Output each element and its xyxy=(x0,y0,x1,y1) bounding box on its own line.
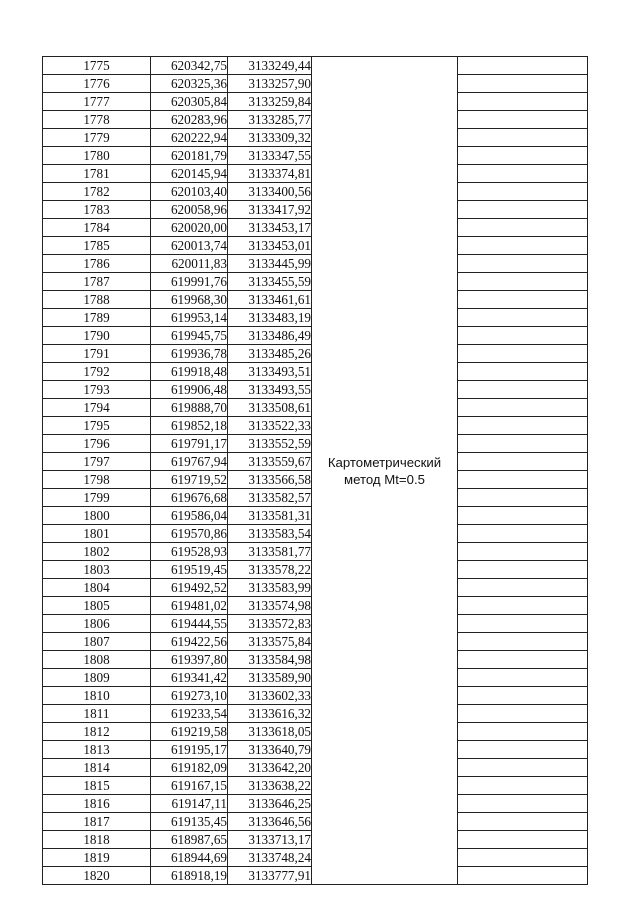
y-coordinate-cell: 3133582,57 xyxy=(228,489,312,507)
empty-cell xyxy=(458,399,588,417)
point-number-cell: 1775 xyxy=(43,57,151,75)
y-coordinate-cell: 3133642,20 xyxy=(228,759,312,777)
point-number-cell: 1792 xyxy=(43,363,151,381)
y-coordinate-cell: 3133374,81 xyxy=(228,165,312,183)
y-coordinate-cell: 3133508,61 xyxy=(228,399,312,417)
x-coordinate-cell: 619444,55 xyxy=(151,615,228,633)
x-coordinate-cell: 619519,45 xyxy=(151,561,228,579)
x-coordinate-cell: 619968,30 xyxy=(151,291,228,309)
point-number-cell: 1782 xyxy=(43,183,151,201)
empty-cell xyxy=(458,93,588,111)
x-coordinate-cell: 618987,65 xyxy=(151,831,228,849)
point-number-cell: 1811 xyxy=(43,705,151,723)
y-coordinate-cell: 3133574,98 xyxy=(228,597,312,615)
point-number-cell: 1793 xyxy=(43,381,151,399)
empty-cell xyxy=(458,417,588,435)
empty-cell xyxy=(458,705,588,723)
empty-cell xyxy=(458,75,588,93)
empty-cell xyxy=(458,255,588,273)
point-number-cell: 1789 xyxy=(43,309,151,327)
x-coordinate-cell: 619888,70 xyxy=(151,399,228,417)
point-number-cell: 1815 xyxy=(43,777,151,795)
x-coordinate-cell: 619182,09 xyxy=(151,759,228,777)
point-number-cell: 1783 xyxy=(43,201,151,219)
y-coordinate-cell: 3133453,01 xyxy=(228,237,312,255)
empty-cell xyxy=(458,795,588,813)
y-coordinate-cell: 3133493,55 xyxy=(228,381,312,399)
y-coordinate-cell: 3133257,90 xyxy=(228,75,312,93)
empty-cell xyxy=(458,669,588,687)
empty-cell xyxy=(458,273,588,291)
y-coordinate-cell: 3133581,31 xyxy=(228,507,312,525)
empty-cell xyxy=(458,597,588,615)
point-number-cell: 1777 xyxy=(43,93,151,111)
empty-cell xyxy=(458,201,588,219)
y-coordinate-cell: 3133486,49 xyxy=(228,327,312,345)
y-coordinate-cell: 3133453,17 xyxy=(228,219,312,237)
empty-cell xyxy=(458,57,588,75)
x-coordinate-cell: 620103,40 xyxy=(151,183,228,201)
y-coordinate-cell: 3133646,25 xyxy=(228,795,312,813)
point-number-cell: 1814 xyxy=(43,759,151,777)
x-coordinate-cell: 619233,54 xyxy=(151,705,228,723)
point-number-cell: 1805 xyxy=(43,597,151,615)
y-coordinate-cell: 3133581,77 xyxy=(228,543,312,561)
x-coordinate-cell: 620020,00 xyxy=(151,219,228,237)
x-coordinate-cell: 619852,18 xyxy=(151,417,228,435)
empty-cell xyxy=(458,147,588,165)
y-coordinate-cell: 3133259,84 xyxy=(228,93,312,111)
empty-cell xyxy=(458,741,588,759)
empty-cell xyxy=(458,363,588,381)
point-number-cell: 1804 xyxy=(43,579,151,597)
y-coordinate-cell: 3133578,22 xyxy=(228,561,312,579)
x-coordinate-cell: 619492,52 xyxy=(151,579,228,597)
point-number-cell: 1776 xyxy=(43,75,151,93)
empty-cell xyxy=(458,579,588,597)
y-coordinate-cell: 3133646,56 xyxy=(228,813,312,831)
empty-cell xyxy=(458,219,588,237)
empty-cell xyxy=(458,525,588,543)
point-number-cell: 1810 xyxy=(43,687,151,705)
x-coordinate-cell: 620145,94 xyxy=(151,165,228,183)
y-coordinate-cell: 3133249,44 xyxy=(228,57,312,75)
point-number-cell: 1781 xyxy=(43,165,151,183)
empty-cell xyxy=(458,831,588,849)
x-coordinate-cell: 619767,94 xyxy=(151,453,228,471)
y-coordinate-cell: 3133559,67 xyxy=(228,453,312,471)
x-coordinate-cell: 620181,79 xyxy=(151,147,228,165)
y-coordinate-cell: 3133309,32 xyxy=(228,129,312,147)
point-number-cell: 1813 xyxy=(43,741,151,759)
x-coordinate-cell: 619135,45 xyxy=(151,813,228,831)
x-coordinate-cell: 619273,10 xyxy=(151,687,228,705)
x-coordinate-cell: 620305,84 xyxy=(151,93,228,111)
point-number-cell: 1788 xyxy=(43,291,151,309)
x-coordinate-cell: 620058,96 xyxy=(151,201,228,219)
x-coordinate-cell: 620011,83 xyxy=(151,255,228,273)
y-coordinate-cell: 3133483,19 xyxy=(228,309,312,327)
point-number-cell: 1816 xyxy=(43,795,151,813)
y-coordinate-cell: 3133777,91 xyxy=(228,867,312,885)
point-number-cell: 1817 xyxy=(43,813,151,831)
method-line-2: метод Mt=0.5 xyxy=(344,471,425,487)
y-coordinate-cell: 3133583,99 xyxy=(228,579,312,597)
x-coordinate-cell: 619147,11 xyxy=(151,795,228,813)
y-coordinate-cell: 3133618,05 xyxy=(228,723,312,741)
y-coordinate-cell: 3133583,54 xyxy=(228,525,312,543)
x-coordinate-cell: 619528,93 xyxy=(151,543,228,561)
y-coordinate-cell: 3133589,90 xyxy=(228,669,312,687)
empty-cell xyxy=(458,345,588,363)
point-number-cell: 1778 xyxy=(43,111,151,129)
point-number-cell: 1802 xyxy=(43,543,151,561)
x-coordinate-cell: 619918,48 xyxy=(151,363,228,381)
y-coordinate-cell: 3133640,79 xyxy=(228,741,312,759)
point-number-cell: 1784 xyxy=(43,219,151,237)
empty-cell xyxy=(458,759,588,777)
point-number-cell: 1808 xyxy=(43,651,151,669)
coordinates-table xyxy=(42,56,588,885)
coordinates-sheet xyxy=(42,56,587,885)
empty-cell xyxy=(458,471,588,489)
y-coordinate-cell: 3133417,92 xyxy=(228,201,312,219)
x-coordinate-cell: 619397,80 xyxy=(151,651,228,669)
x-coordinate-cell: 619991,76 xyxy=(151,273,228,291)
x-coordinate-cell: 619167,15 xyxy=(151,777,228,795)
y-coordinate-cell: 3133566,58 xyxy=(228,471,312,489)
y-coordinate-cell: 3133572,83 xyxy=(228,615,312,633)
y-coordinate-cell: 3133602,33 xyxy=(228,687,312,705)
x-coordinate-cell: 619719,52 xyxy=(151,471,228,489)
point-number-cell: 1780 xyxy=(43,147,151,165)
x-coordinate-cell: 619953,14 xyxy=(151,309,228,327)
point-number-cell: 1801 xyxy=(43,525,151,543)
y-coordinate-cell: 3133575,84 xyxy=(228,633,312,651)
empty-cell xyxy=(458,453,588,471)
point-number-cell: 1798 xyxy=(43,471,151,489)
empty-cell xyxy=(458,867,588,885)
x-coordinate-cell: 619481,02 xyxy=(151,597,228,615)
x-coordinate-cell: 619936,78 xyxy=(151,345,228,363)
empty-cell xyxy=(458,813,588,831)
x-coordinate-cell: 619219,58 xyxy=(151,723,228,741)
y-coordinate-cell: 3133616,32 xyxy=(228,705,312,723)
y-coordinate-cell: 3133584,98 xyxy=(228,651,312,669)
point-number-cell: 1818 xyxy=(43,831,151,849)
x-coordinate-cell: 619570,86 xyxy=(151,525,228,543)
x-coordinate-cell: 620342,75 xyxy=(151,57,228,75)
empty-cell xyxy=(458,489,588,507)
point-number-cell: 1820 xyxy=(43,867,151,885)
table-row xyxy=(43,57,588,75)
x-coordinate-cell: 619422,56 xyxy=(151,633,228,651)
point-number-cell: 1799 xyxy=(43,489,151,507)
empty-cell xyxy=(458,651,588,669)
point-number-cell: 1819 xyxy=(43,849,151,867)
x-coordinate-cell: 619341,42 xyxy=(151,669,228,687)
y-coordinate-cell: 3133485,26 xyxy=(228,345,312,363)
empty-cell xyxy=(458,561,588,579)
x-coordinate-cell: 620283,96 xyxy=(151,111,228,129)
empty-cell xyxy=(458,777,588,795)
point-number-cell: 1779 xyxy=(43,129,151,147)
point-number-cell: 1809 xyxy=(43,669,151,687)
point-number-cell: 1812 xyxy=(43,723,151,741)
y-coordinate-cell: 3133552,59 xyxy=(228,435,312,453)
point-number-cell: 1807 xyxy=(43,633,151,651)
empty-cell xyxy=(458,165,588,183)
x-coordinate-cell: 618918,19 xyxy=(151,867,228,885)
x-coordinate-cell: 620325,36 xyxy=(151,75,228,93)
y-coordinate-cell: 3133285,77 xyxy=(228,111,312,129)
empty-cell xyxy=(458,543,588,561)
point-number-cell: 1797 xyxy=(43,453,151,471)
empty-cell xyxy=(458,507,588,525)
point-number-cell: 1803 xyxy=(43,561,151,579)
empty-cell xyxy=(458,309,588,327)
point-number-cell: 1806 xyxy=(43,615,151,633)
x-coordinate-cell: 619906,48 xyxy=(151,381,228,399)
point-number-cell: 1794 xyxy=(43,399,151,417)
empty-cell xyxy=(458,687,588,705)
point-number-cell: 1786 xyxy=(43,255,151,273)
empty-cell xyxy=(458,633,588,651)
point-number-cell: 1785 xyxy=(43,237,151,255)
empty-cell xyxy=(458,291,588,309)
y-coordinate-cell: 3133445,99 xyxy=(228,255,312,273)
x-coordinate-cell: 619195,17 xyxy=(151,741,228,759)
point-number-cell: 1796 xyxy=(43,435,151,453)
empty-cell xyxy=(458,615,588,633)
method-line-1: Картометрический xyxy=(327,454,442,470)
y-coordinate-cell: 3133713,17 xyxy=(228,831,312,849)
empty-cell xyxy=(458,327,588,345)
empty-cell xyxy=(458,237,588,255)
point-number-cell: 1791 xyxy=(43,345,151,363)
method-cell xyxy=(312,57,458,885)
x-coordinate-cell: 620013,74 xyxy=(151,237,228,255)
x-coordinate-cell: 618944,69 xyxy=(151,849,228,867)
empty-cell xyxy=(458,183,588,201)
empty-cell xyxy=(458,435,588,453)
y-coordinate-cell: 3133493,51 xyxy=(228,363,312,381)
y-coordinate-cell: 3133347,55 xyxy=(228,147,312,165)
point-number-cell: 1795 xyxy=(43,417,151,435)
empty-cell xyxy=(458,849,588,867)
empty-cell xyxy=(458,723,588,741)
y-coordinate-cell: 3133522,33 xyxy=(228,417,312,435)
y-coordinate-cell: 3133748,24 xyxy=(228,849,312,867)
x-coordinate-cell: 619586,04 xyxy=(151,507,228,525)
x-coordinate-cell: 619676,68 xyxy=(151,489,228,507)
x-coordinate-cell: 619791,17 xyxy=(151,435,228,453)
point-number-cell: 1790 xyxy=(43,327,151,345)
y-coordinate-cell: 3133455,59 xyxy=(228,273,312,291)
y-coordinate-cell: 3133461,61 xyxy=(228,291,312,309)
y-coordinate-cell: 3133638,22 xyxy=(228,777,312,795)
x-coordinate-cell: 620222,94 xyxy=(151,129,228,147)
point-number-cell: 1800 xyxy=(43,507,151,525)
x-coordinate-cell: 619945,75 xyxy=(151,327,228,345)
empty-cell xyxy=(458,111,588,129)
point-number-cell: 1787 xyxy=(43,273,151,291)
empty-cell xyxy=(458,381,588,399)
coordinates-table-body xyxy=(43,57,588,885)
y-coordinate-cell: 3133400,56 xyxy=(228,183,312,201)
empty-cell xyxy=(458,129,588,147)
